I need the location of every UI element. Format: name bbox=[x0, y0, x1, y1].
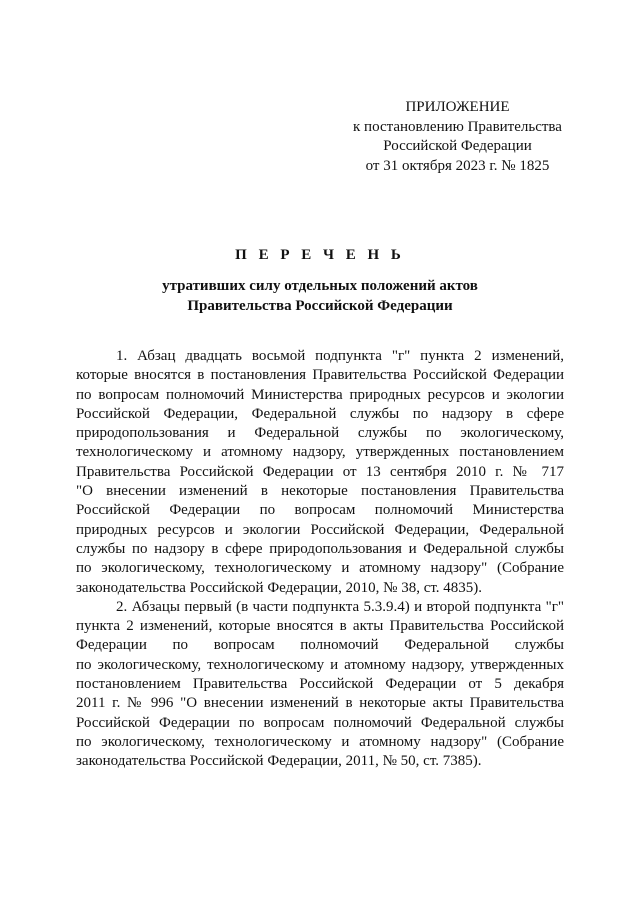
text-line: Правительства Российской Федерации от 13 сентября 2010 г. № 717 bbox=[76, 463, 564, 480]
paragraph-1 bbox=[76, 347, 564, 598]
appendix-label: ПРИЛОЖЕНИЕ bbox=[405, 99, 510, 115]
text-line: законодательства Российской Федерации, 2011, № 50, ст. 7385). bbox=[76, 753, 482, 770]
text-line: технологическому и атомному надзору, утвержденных постановлением bbox=[76, 444, 564, 461]
document-title: П Е Р Е Ч Е Н Ь bbox=[235, 247, 405, 263]
text-line: постановлением Правительства Российской Федерации от 5 декабря bbox=[76, 676, 564, 693]
text-line: пункта 2 изменений, которые вносятся в акты Правительства Российской bbox=[76, 618, 564, 635]
text-line: законодательства Российской Федерации, 2010, № 38, ст. 4835). bbox=[76, 579, 483, 596]
text-line: 1. Абзац двадцать восьмой подпункта "г" пункта 2 изменений, bbox=[116, 348, 564, 364]
document-subtitle bbox=[0, 277, 640, 316]
paragraph-2 bbox=[76, 598, 564, 772]
appendix-reference: к постановлению Правительства bbox=[353, 118, 562, 135]
text-line: Российской Федерации по вопросам полномочий Министерства bbox=[76, 502, 564, 519]
appendix-authority: Российской Федерации bbox=[383, 138, 532, 154]
document-body bbox=[76, 347, 564, 772]
text-line: Российской Федерации по вопросам полномочий Федеральной службы bbox=[76, 714, 564, 731]
subtitle-line: утративших силу отдельных положений актов bbox=[162, 278, 478, 294]
text-line: природопользования и Федеральной службы по экологическому, bbox=[76, 425, 564, 442]
text-line: 2011 г. № 996 "О внесении изменений в некоторые акты Правительства bbox=[76, 695, 564, 712]
text-line: природных ресурсов и экологии Российской Федерации, Федеральной bbox=[76, 521, 564, 538]
text-line: по вопросам полномочий Министерства природных ресурсов и экологии bbox=[76, 386, 564, 403]
text-line: "О внесении изменений в некоторые постановления Правительства bbox=[76, 483, 564, 500]
text-line: Российской Федерации, Федеральной службы по надзору в сфере bbox=[76, 405, 564, 422]
text-line: службы по надзору в сфере природопользования и Федеральной службы bbox=[76, 540, 564, 557]
appendix-header bbox=[330, 98, 585, 176]
text-line: Федерации по вопросам полномочий Федеральной службы bbox=[76, 637, 564, 654]
appendix-date-number: от 31 октября 2023 г. № 1825 bbox=[365, 157, 550, 174]
text-line: по экологическому, технологическому и атомному надзору" (Собрание bbox=[76, 733, 564, 750]
subtitle-line: Правительства Российской Федерации bbox=[187, 297, 453, 314]
text-line: 2. Абзацы первый (в части подпункта 5.3.9.4) и второй подпункта "г" bbox=[116, 598, 564, 615]
text-line: по экологическому, технологическому и атомному надзору" (Собрание bbox=[76, 560, 564, 577]
text-line: которые вносятся в постановления Правительства Российской Федерации bbox=[76, 367, 564, 384]
text-line: по экологическому, технологическому и атомному надзору, утвержденных bbox=[76, 656, 564, 673]
